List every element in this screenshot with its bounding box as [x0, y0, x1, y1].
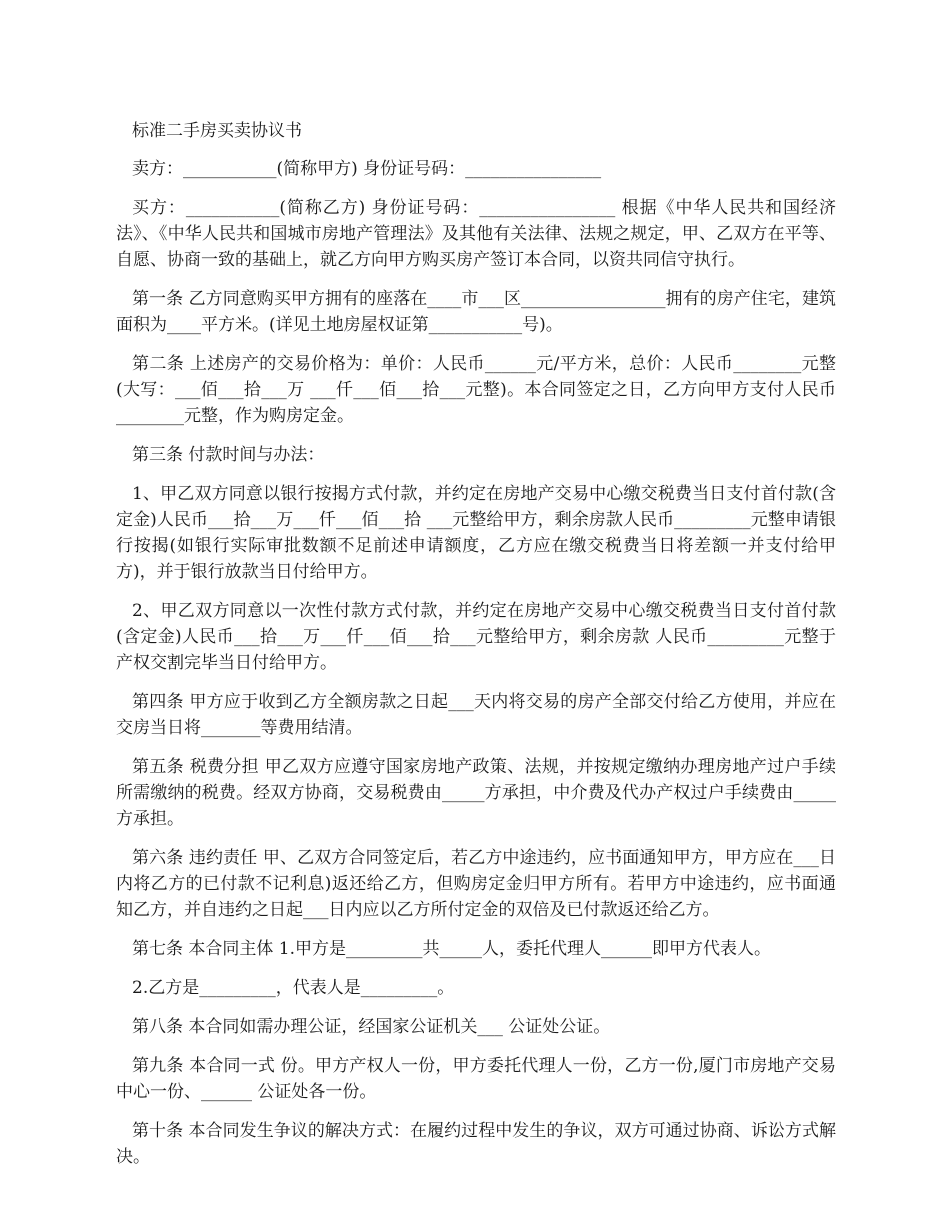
article-7: 第七条 本合同主体 1.甲方是_________共_____人，委托代理人______即甲方代表人。 [132, 939, 772, 959]
article-3-item-2: 2、甲乙双方同意以一次性付款方式付款，并约定在房地产交易中心缴交税费当日支付首付款(含定金)人民币___拾___万___仟___佰___拾___元整给甲方，剩余房款 人民币_________元整于产权交割完毕当日付给甲方。 [116, 601, 836, 673]
article-10: 第十条 本合同发生争议的解决方式：在履约过程中发生的争议，双方可通过协商、诉讼方式解决。 [116, 1121, 836, 1167]
article-6: 第六条 违约责任 甲、乙双方合同签定后，若乙方中途违约，应书面通知甲方，甲方应在___日内将乙方的已付款不记利息)返还给乙方，但购房定金归甲方所有。若甲方中途违约，应书面通知乙方，并自违约之日起___日内应以乙方所付定金的双倍及已付款返还给乙方。 [116, 848, 836, 920]
article-5: 第五条 税费分担 甲乙双方应遵守国家房地产政策、法规，并按规定缴纳办理房地产过户手续所需缴纳的税费。经双方协商，交易税费由_____方承担，中介费及代办产权过户手续费由_____方承担。 [116, 757, 836, 829]
document-title: 标准二手房买卖协议书 [132, 121, 302, 141]
article-3: 第三条 付款时间与办法： [132, 445, 325, 465]
article-8: 第八条 本合同如需办理公证，经国家公证机关___ 公证处公证。 [132, 1017, 611, 1037]
document-page [116, 118, 836, 1183]
buyer-info: 买方：___________(简称乙方) 身份证号码：________________ 根据《中华人民共和国经济法》、《中华人民共和国城市房地产管理法》及其他有关法律、法规之规定，甲、乙双方在平等、自愿、协商一致的基础上，就乙方向甲方购买房产签订本合同，以资共同信守执行。 [116, 198, 836, 270]
article-9: 第九条 本合同一式 份。甲方产权人一份，甲方委托代理人一份，乙方一份,厦门市房地产交易中心一份、______ 公证处各一份。 [116, 1056, 836, 1102]
article-2: 第二条 上述房产的交易价格为：单价：人民币______元/平方米，总价：人民币________元整(大写：___佰___拾___万 ___仟___佰___拾___元整)。本合同签定之日，乙方向甲方支付人民币 ________元整，作为购房定金。 [116, 354, 836, 426]
article-1: 第一条 乙方同意购买甲方拥有的座落在____市___区_________________拥有的房产住宅，建筑面积为____平方米。(详见土地房屋权证第___________号)。 [116, 289, 836, 335]
article-7-item-2: 2.乙方是_________，代表人是_________。 [132, 978, 455, 998]
article-3-item-1: 1、甲乙双方同意以银行按揭方式付款，并约定在房地产交易中心缴交税费当日支付首付款(含定金)人民币___拾___万___仟___佰___拾 ___元整给甲方，剩余房款人民币_________元整申请银行按揭(如银行实际审批数额不足前述申请额度，乙方应在缴交税费当日将差额一并支付给甲方)，并于银行放款当日付给甲方。 [116, 484, 836, 582]
seller-info: 卖方：___________(简称甲方) 身份证号码：________________ [132, 159, 602, 179]
article-4: 第四条 甲方应于收到乙方全额房款之日起___天内将交易的房产全部交付给乙方使用，并应在交房当日将_______等费用结清。 [116, 692, 836, 738]
